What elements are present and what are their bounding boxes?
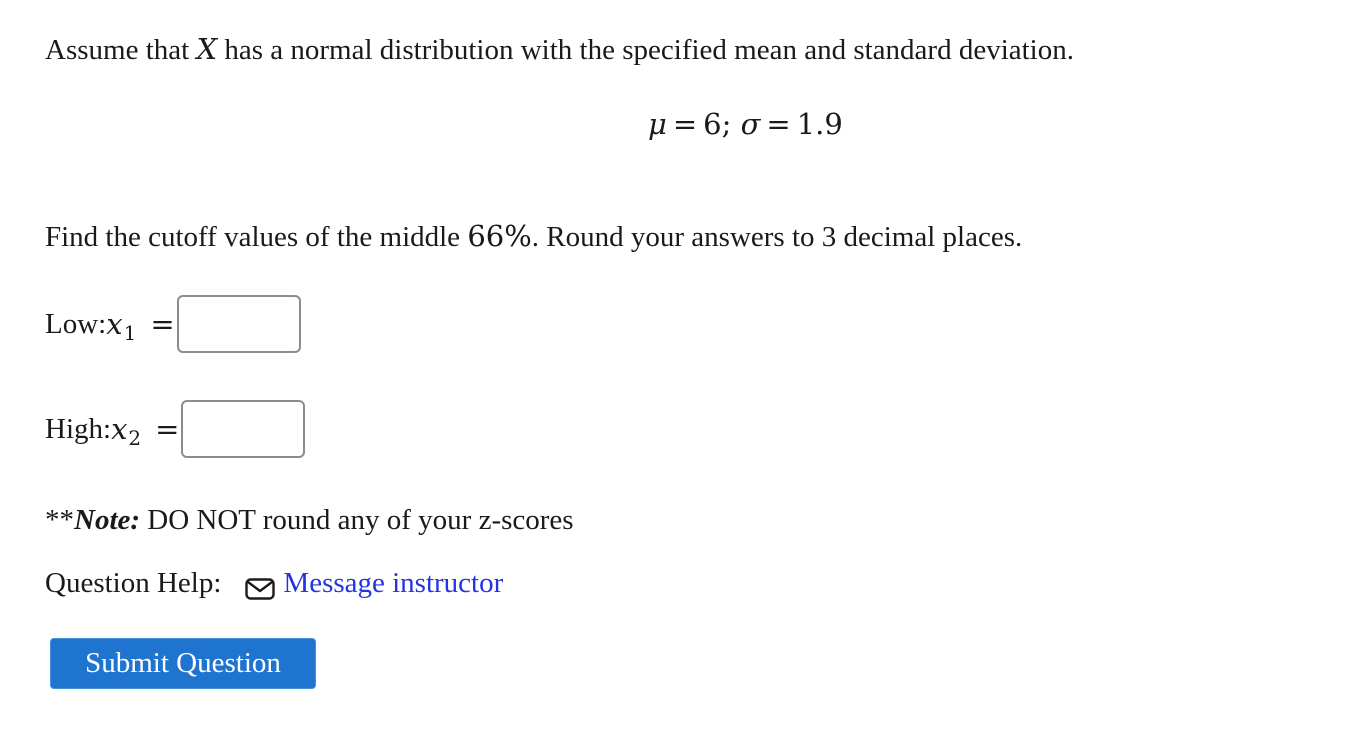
message-instructor-link[interactable]: Message instructor: [283, 567, 504, 599]
note-text: DO NOT round any of your z-scores: [140, 504, 574, 536]
mu-equals: =: [672, 107, 698, 141]
high-equals: =: [155, 412, 180, 446]
sigma-symbol: σ: [740, 107, 761, 141]
high-variable: [111, 412, 142, 450]
question-instruction: [45, 218, 1022, 255]
instruction-text-after: . Round your answers to 3 decimal places.: [531, 221, 1023, 253]
mu-symbol: μ: [648, 107, 667, 141]
middle-percent: 66%: [467, 219, 532, 253]
low-label: Low:: [45, 307, 107, 340]
low-answer-row: [45, 292, 301, 356]
high-label: High:: [45, 412, 112, 445]
low-cutoff-input[interactable]: [177, 295, 301, 353]
instruction-text-before: Find the cutoff values of the middle: [45, 221, 468, 253]
question-intro: [45, 31, 1074, 68]
high-cutoff-input[interactable]: [181, 400, 305, 458]
sigma-value: 1.9: [796, 107, 843, 141]
mu-value: 6: [703, 107, 722, 141]
low-equals: =: [150, 307, 175, 341]
param-separator: ;: [721, 107, 741, 141]
sigma-equals: =: [766, 107, 791, 141]
question-help: [45, 565, 503, 601]
distribution-parameters: [648, 106, 843, 143]
low-variable: [106, 307, 137, 345]
note-prefix: **: [45, 504, 74, 536]
intro-text-after: has a normal distribution with the specified mean and standard deviation.: [217, 34, 1074, 66]
low-variable-letter: x: [106, 307, 123, 341]
note-label: Note:: [74, 504, 141, 536]
high-answer-row: [45, 397, 305, 461]
intro-text-before: Assume that: [45, 34, 197, 66]
high-variable-subscript: 2: [128, 426, 142, 450]
high-variable-letter: x: [111, 412, 128, 446]
note: [45, 502, 574, 538]
mail-icon[interactable]: [245, 573, 275, 595]
question-help-label: Question Help:: [45, 567, 222, 599]
submit-question-button[interactable]: Submit Question: [50, 638, 316, 689]
intro-variable: X: [196, 32, 218, 66]
low-variable-subscript: 1: [123, 321, 137, 345]
